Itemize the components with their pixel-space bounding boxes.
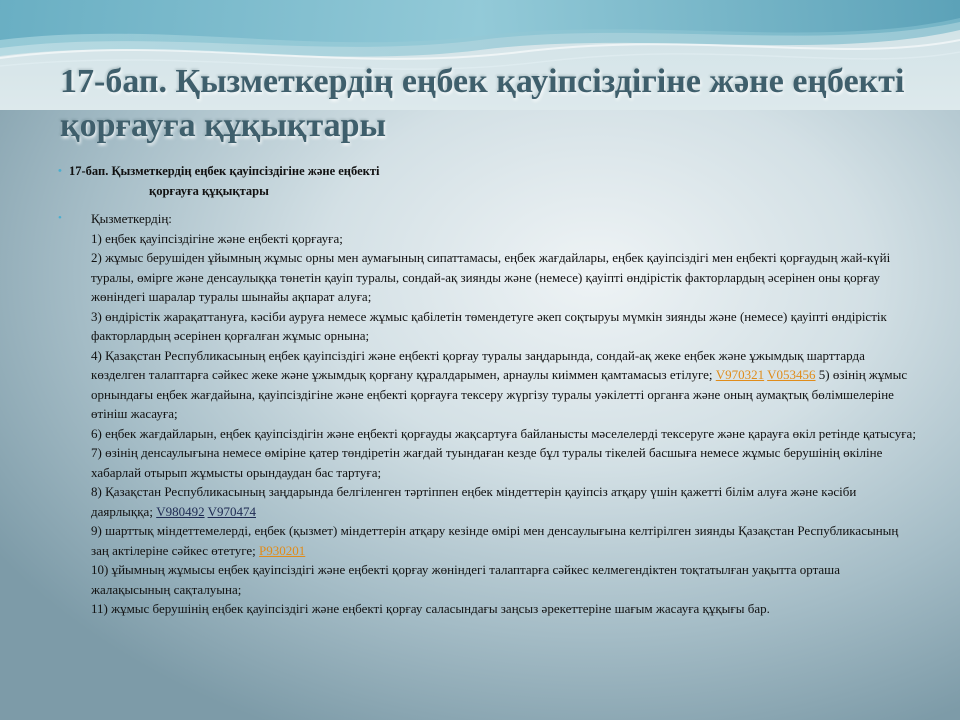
right-item-1: 1) еңбек қауіпсіздігіне және еңбекті қорғауға; [91, 230, 343, 246]
link-p930201[interactable]: P930201 [259, 542, 306, 558]
article-heading-line1: 17-бап. Қызметкердің еңбек қауіпсіздігіне және еңбекті [69, 164, 380, 178]
right-item-9: 9) шарттық міндеттемелерді, еңбек (қызмет) міндеттерін атқару кезінде өмірі мен денсаулығына келтірілген зиянды Қазақстан Республикасының заң актілеріне сәйкес өтетуге; [91, 523, 899, 558]
right-item-2: 2) жұмыс берушіден ұйымның жұмыс орны мен аумағының сипаттамасы, еңбек жағдайлары, еңбек қауіпсіздігі мен еңбекті қорғаудың жай-күйі туралы, өмірге және денсаулыққа төнетін қауіп туралы, сондай-ақ зиянды және (немесе) қауіпті өндірістік факторлардың әсерінен оны қорғау жөніндегі шаралар туралы шынайы ақпарат алуға; [91, 250, 891, 304]
right-item-8: 8) Қазақстан Республикасының заңдарында белгіленген тәртіппен еңбек міндеттерін қауіпсіз атқару үшін қажетті білім алуға және кәсіби даярлыққа; [91, 484, 857, 519]
right-item-8-wrap [69, 482, 918, 521]
rights-intro: Қызметкердің: [91, 211, 172, 226]
right-item-5: 5) өзінің жұмыс орнындағы еңбек жағдайына, қауіпсіздігіне және еңбекті қорғауға тексеру жүргізу туралы уәкілетті органға және оның аумақтық бөлімшелеріне өтініш жасауға; [91, 367, 908, 421]
right-item-3: 3) өндірістік жарақаттануға, кәсіби ауруға немесе жұмыс қабілетін төмендетуге әкеп соқтыруы мүмкін зиянды және (немесе) қауіпті өндірістік факторлардың әсерінен қорғалған жұмыс орнына; [91, 308, 887, 343]
right-item-6: 6) еңбек жағдайларын, еңбек қауіпсіздігін және еңбекті қорғауды жақсартуға байланысты мәселелерді тексеруге және қарауға өкіл ретінде қатысуға; [91, 425, 916, 441]
right-item-4-5 [69, 346, 918, 424]
right-item-7: 7) өзінің денсаулығына немесе өміріне қатер төндіретін жағдай туындаған кезде бұл туралы тікелей басшыға немесе жұмыс берушінің өкіліне хабарлай отырып жұмысты орындаудан бас тартуға; [91, 445, 883, 480]
link-v970321[interactable]: V970321 [715, 367, 765, 382]
right-item-11: 11) жұмыс берушінің еңбек қауіпсіздігі және еңбекті қорғау саласындағы заңсыз әрекеттеріне шағым жасауға құқығы бар. [91, 601, 770, 616]
slide-content [58, 162, 918, 619]
right-item-9-wrap [69, 521, 918, 560]
bullet-rights-list [58, 209, 918, 619]
bullet-icon: • [58, 212, 62, 224]
slide-title: 17-бап. Қызметкердің еңбек қауіпсіздігіне және еңбекті қорғауға құқықтары [60, 63, 905, 144]
link-v980492[interactable]: V980492 [156, 503, 205, 519]
link-v053456[interactable]: V053456 [767, 367, 816, 382]
right-item-10: 10) ұйымның жұмысы еңбек қауіпсіздігі және еңбекті қорғау жөніндегі талаптарға сәйкес келмегендіктен тоқтатылған уақытта орташа жалақысының сақталуына; [91, 562, 840, 597]
right-item-4: 4) Қазақстан Республикасының еңбек қауіпсіздігі және еңбекті қорғау туралы заңдарында, сондай-ақ жеке еңбек және ұжымдық шарттарда көзделген талаптарға сәйкес жеке және ұжымдық қорғану құралдарымен, арнаулы киіммен қамтамасыз етілуге; [91, 347, 865, 382]
bullet-article-heading [58, 162, 918, 201]
article-heading-line2: қорғауға құқықтары [149, 183, 269, 198]
bullet-icon: • [58, 165, 62, 177]
link-v970474[interactable]: V970474 [207, 503, 256, 519]
